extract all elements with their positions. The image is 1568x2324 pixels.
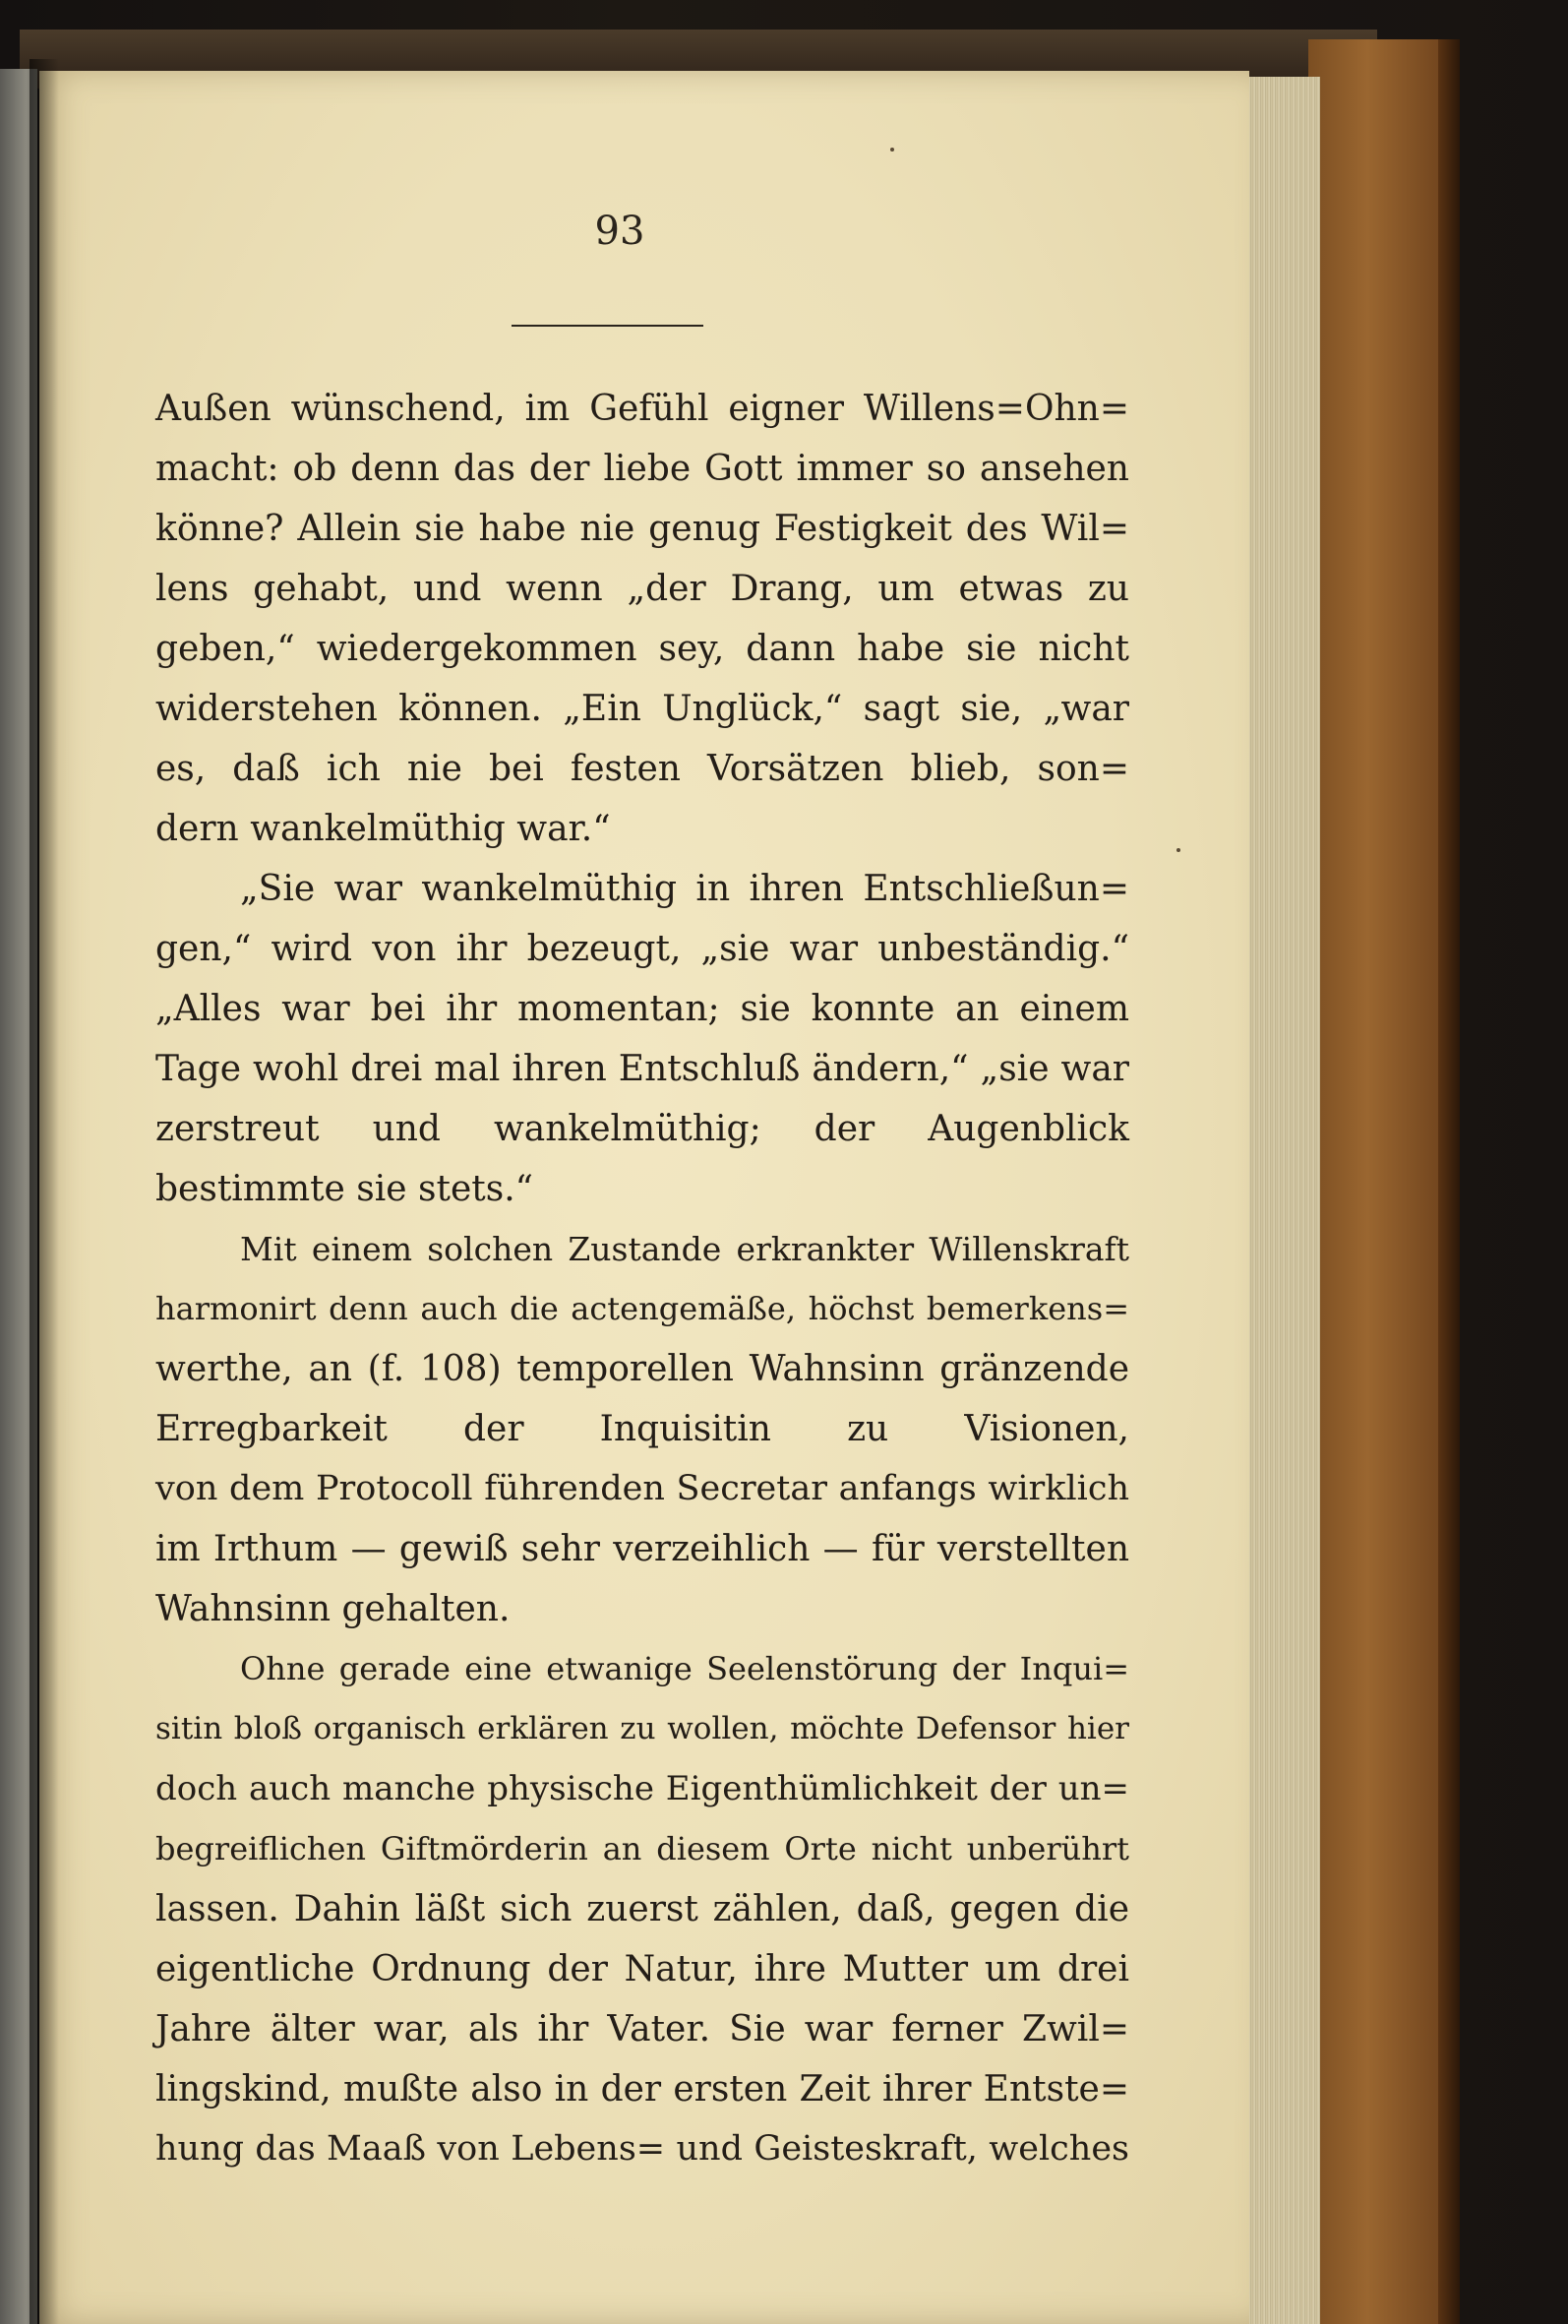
text-line: hung das Maaß von Lebens= und Geisteskraft, welches <box>155 2129 1129 2169</box>
text-line: Wahnsinn gehalten. <box>155 1589 511 1629</box>
text-line: von dem Protocoll führenden Secretar anfangs wirklich <box>155 1469 1129 1508</box>
text-line: Erregbarkeit der Inquisitin zu Visionen, <box>155 1409 1129 1449</box>
text-line: es, daß ich nie bei festen Vorsätzen blieb, son= <box>155 749 1129 789</box>
text-line: macht: ob denn das der liebe Gott immer so ansehen <box>155 449 1129 489</box>
text-line: Tage wohl drei mal ihren Entschluß ändern,“ „sie war <box>155 1049 1129 1089</box>
text-line: gen,“ wird von ihr bezeugt, „sie war unbeständig.“ <box>155 929 1129 969</box>
text-line: „Sie war wankelmüthig in ihren Entschließun= <box>240 869 1129 909</box>
text-line: Außen wünschend, im Gefühl eigner Willens=Ohn= <box>155 389 1129 429</box>
cover-shadow <box>1438 39 1460 2324</box>
text-line: lingskind, mußte also in der ersten Zeit ihrer Entste= <box>155 2069 1129 2110</box>
text-line: eigentliche Ordnung der Natur, ihre Mutter um drei <box>155 1949 1129 1989</box>
text-line: im Irthum — gewiß sehr verzeihlich — für verstellten <box>155 1529 1129 1569</box>
header-rule <box>512 325 703 327</box>
text-line: doch auch manche physische Eigenthümlichkeit der un= <box>155 1769 1129 1808</box>
text-line: werthe, an (f. 108) temporellen Wahnsinn gränzende <box>155 1349 1129 1389</box>
text-line: bestimmte sie stets.“ <box>155 1169 534 1209</box>
text-line: Mit einem solchen Zustande erkrankter Willenskraft <box>240 1230 1129 1268</box>
text-line: harmonirt denn auch die actengemäße, höchst bemerkens= <box>155 1290 1129 1327</box>
page-number: 93 <box>594 209 645 254</box>
text-line: sitin bloß organisch erklären zu wollen, möchte Defensor hier <box>155 1711 1129 1746</box>
text-line: zerstreut und wankelmüthig; der Augenblick <box>155 1109 1129 1149</box>
text-line: Ohne gerade eine etwanige Seelenstörung der Inqui= <box>240 1650 1129 1687</box>
text-line: widerstehen können. „Ein Unglück,“ sagt sie, „war <box>155 689 1129 729</box>
page-block-edge <box>1241 77 1320 2324</box>
text-line: dern wankelmüthig war.“ <box>155 809 611 849</box>
text-line: Jahre älter war, als ihr Vater. Sie war ferner Zwil= <box>155 2009 1129 2049</box>
text-line: lassen. Dahin läßt sich zuerst zählen, daß, gegen die <box>155 1889 1129 1929</box>
text-line: begreiflichen Giftmörderin an diesem Orte nicht unberührt <box>155 1830 1129 1867</box>
text-line: könne? Allein sie habe nie genug Festigkeit des Wil= <box>155 509 1129 549</box>
text-line: geben,“ wiedergekommen sey, dann habe sie nicht <box>155 629 1129 669</box>
text-line: „Alles war bei ihr momentan; sie konnte an einem <box>155 989 1129 1029</box>
paper-speck <box>1176 848 1180 852</box>
book-cover-edge <box>1308 39 1456 2324</box>
gutter-shadow <box>30 59 59 2324</box>
body-text <box>155 379 1129 2179</box>
paper-speck <box>890 148 894 152</box>
text-line: lens gehabt, und wenn „der Drang, um etwas zu <box>155 569 1129 609</box>
